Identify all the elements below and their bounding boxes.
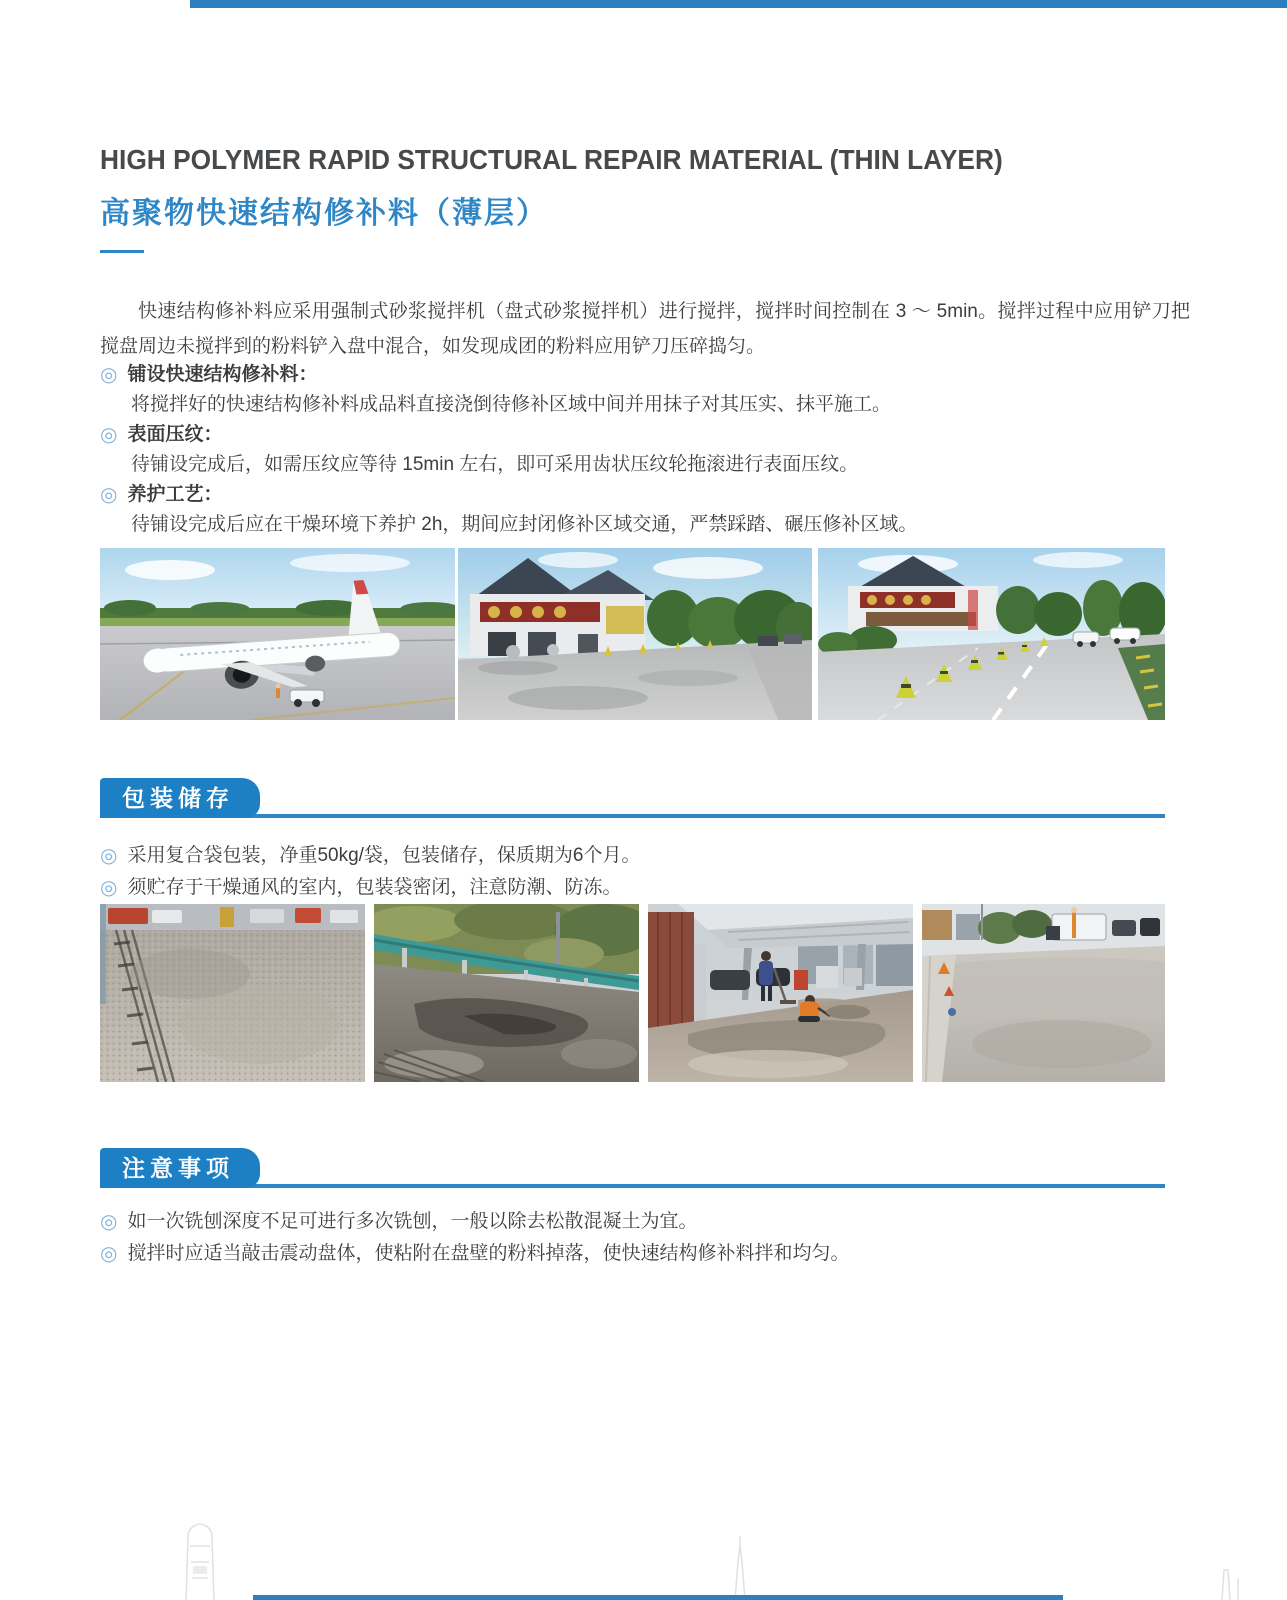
bullet-row xyxy=(100,840,1190,872)
section-rule xyxy=(100,814,1165,818)
photo-airplane-on-apron xyxy=(100,548,455,720)
bottom-edge-bar xyxy=(253,1595,1063,1600)
section-header-precautions: 注意事项 xyxy=(100,1148,260,1188)
ring-bullet-icon: ◎ xyxy=(100,364,118,386)
process-item-heading xyxy=(100,360,1190,390)
ring-bullet-icon: ◎ xyxy=(100,1211,118,1233)
section-header-packaging: 包装储存 xyxy=(100,778,260,818)
process-item-heading xyxy=(100,420,1190,450)
bullet-text: 搅拌时应适当敲击震动盘体，使粘附在盘壁的粉料掉落，使快速结构修补料拌和均匀。 xyxy=(127,1243,850,1264)
bullet-text: 须贮存于干燥通风的室内，包装袋密闭，注意防潮、防冻。 xyxy=(127,877,622,898)
photo-service-area-entrance xyxy=(458,548,812,720)
page-title-english: HIGH POLYMER RAPID STRUCTURAL REPAIR MATERIAL (THIN LAYER) xyxy=(100,144,1003,175)
photo-service-area-road-with-cones xyxy=(818,548,1165,720)
precautions-bullet-list xyxy=(100,1206,1190,1270)
photo-bridge-deck-repair xyxy=(374,904,639,1082)
ring-bullet-icon: ◎ xyxy=(100,484,118,506)
packaging-bullet-list xyxy=(100,840,1190,904)
process-item-desc: 将搅拌好的快速结构修补料成品料直接浇倒待修补区域中间并用抹子对其压实、抹平施工。 xyxy=(131,394,892,415)
intro-paragraph: 快速结构修补料应采用强制式砂浆搅拌机（盘式砂浆搅拌机）进行搅拌，搅拌时间控制在 3 ～ 5min。搅拌过程中应用铲刀把搅盘周边未搅拌到的粉料铲入盘中混合，如发现成团的粉料应用铲刀压碎捣匀。 xyxy=(100,301,1190,357)
ring-bullet-icon: ◎ xyxy=(100,1243,118,1265)
ring-bullet-icon: ◎ xyxy=(100,877,118,899)
process-item-heading xyxy=(100,480,1190,510)
process-heading-text: 表面压纹： xyxy=(127,424,223,445)
process-heading-text: 铺设快速结构修补料： xyxy=(127,364,318,385)
process-list xyxy=(100,360,1190,540)
photo-workers-at-gas-station xyxy=(648,904,913,1082)
bullet-row xyxy=(100,1206,1190,1238)
photo-milled-pavement-closeup xyxy=(100,904,365,1082)
ring-bullet-icon: ◎ xyxy=(100,845,118,867)
bullet-row xyxy=(100,872,1190,904)
bullet-row xyxy=(100,1238,1190,1270)
section-rule xyxy=(100,1184,1165,1188)
process-item-desc: 待铺设完成后，如需压纹应等待 15min 左右，即可采用齿状压纹轮拖滚进行表面压纹。 xyxy=(131,454,859,475)
bullet-text: 采用复合袋包装，净重50kg/袋，包装储存，保质期为6个月。 xyxy=(127,845,641,866)
top-edge-bar xyxy=(190,0,1287,8)
process-heading-text: 养护工艺： xyxy=(127,484,223,505)
process-item-desc: 待铺设完成后应在干燥环境下养护 2h，期间应封闭修补区域交通，严禁踩踏、碾压修补区域。 xyxy=(131,514,918,535)
photo-finished-smooth-surface xyxy=(922,904,1165,1082)
ring-bullet-icon: ◎ xyxy=(100,424,118,446)
page-title-chinese: 高聚物快速结构修补料（薄层） xyxy=(100,197,548,230)
bullet-text: 如一次铣刨深度不足可进行多次铣刨，一般以除去松散混凝土为宜。 xyxy=(127,1211,698,1232)
watermark-skyline xyxy=(0,1450,1287,1600)
title-underline xyxy=(100,250,144,253)
